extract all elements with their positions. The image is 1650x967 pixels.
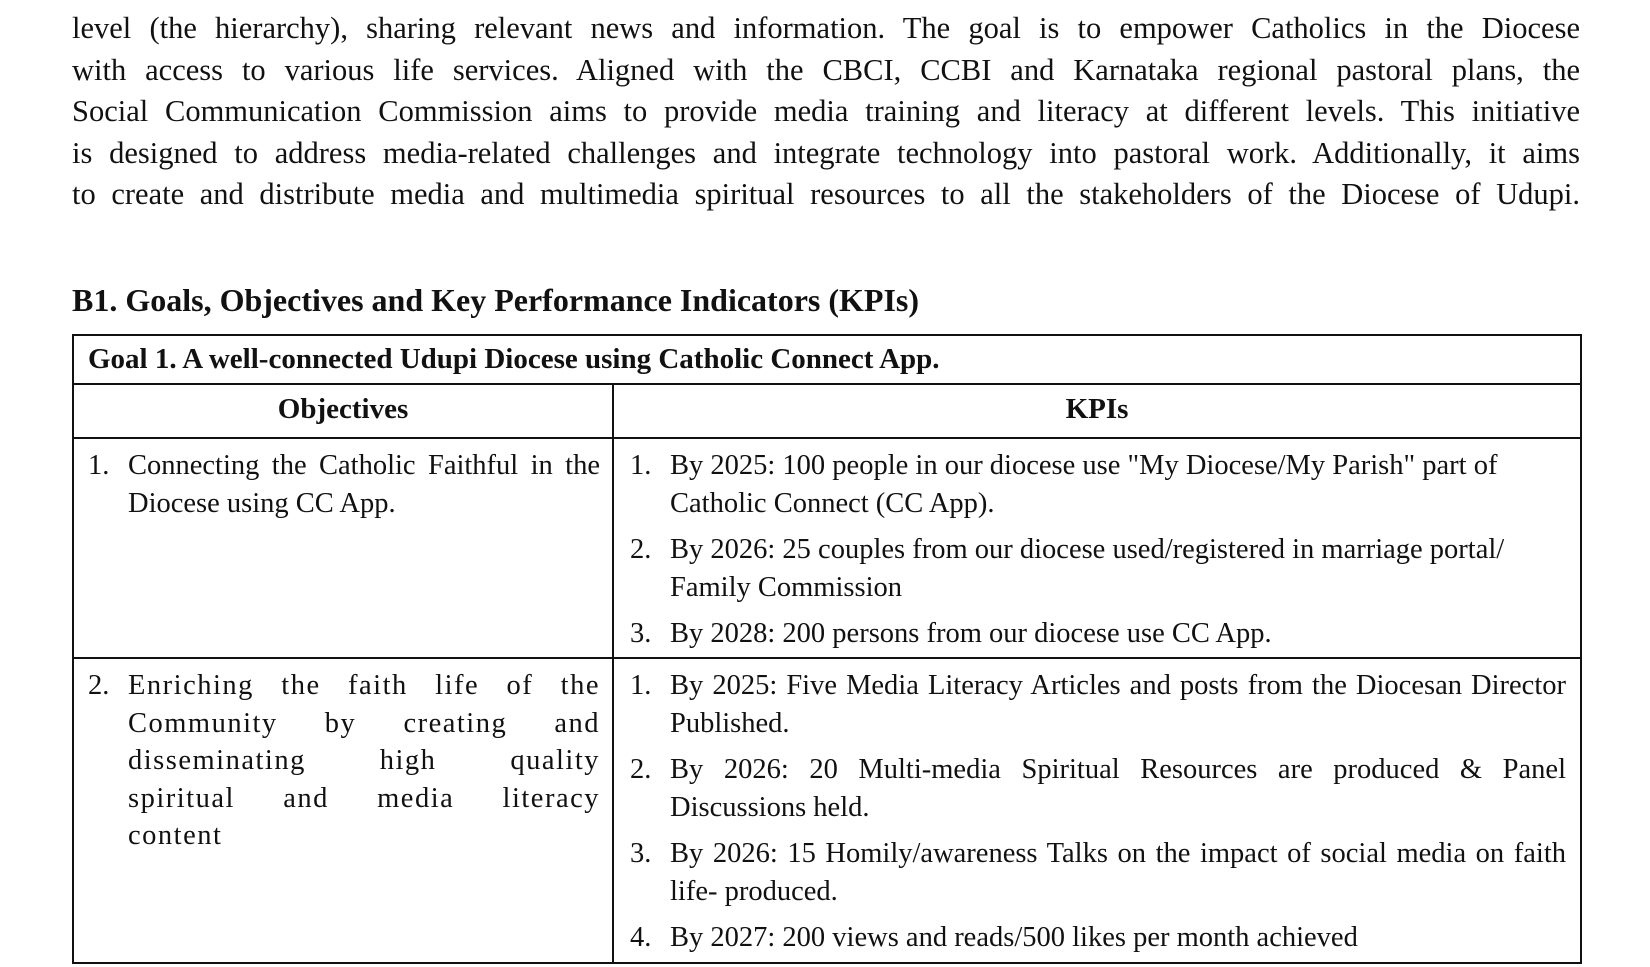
- kpi-item: [630, 751, 1566, 826]
- intro-paragraph: [72, 8, 1580, 216]
- item-number: 4.: [630, 922, 652, 953]
- objective-cell: [73, 438, 613, 658]
- item-number: 1.: [88, 450, 110, 481]
- kpi-item: [630, 531, 1566, 606]
- item-number: 1.: [630, 450, 652, 481]
- kpi-cell: [613, 438, 1581, 658]
- item-text: Enriching the faith life of the Community by creating and disseminating high quality spiritual and media literacy content: [128, 670, 600, 851]
- intro-line: level (the hierarchy), sharing relevant news and information. The goal is to empower Catholics in the Diocese: [72, 11, 1580, 45]
- item-number: 2.: [630, 754, 652, 785]
- goals-kpi-table: [72, 334, 1582, 964]
- kpi-item: [630, 835, 1566, 910]
- intro-line: to create and distribute media and multimedia spiritual resources to all the stakeholders of the Diocese of Udupi.: [72, 177, 1580, 211]
- item-text: By 2027: 200 views and reads/500 likes per month achieved: [670, 922, 1358, 953]
- kpi-item: [630, 919, 1566, 957]
- objectives-header: Objectives: [73, 384, 613, 438]
- item-text: By 2025: 100 people in our diocese use "My Diocese/My Parish" part of Catholic Connect (CC App).: [670, 450, 1498, 519]
- item-number: 2.: [630, 534, 652, 565]
- goal-title: Goal 1. A well-connected Udupi Diocese using Catholic Connect App.: [73, 335, 1581, 384]
- table-row: [73, 438, 1581, 658]
- table-row: [73, 658, 1581, 963]
- intro-line: with access to various life services. Aligned with the CBCI, CCBI and Karnataka regional pastoral plans, the: [72, 52, 1580, 87]
- item-text: Connecting the Catholic Faithful in the Diocese using CC App.: [128, 450, 600, 519]
- kpis-header: KPIs: [613, 384, 1581, 438]
- item-text: By 2028: 200 persons from our diocese use CC App.: [670, 618, 1272, 649]
- section-heading: B1. Goals, Objectives and Key Performance Indicators (KPIs): [72, 282, 919, 318]
- item-text: By 2026: 25 couples from our diocese used/registered in marriage portal/ Family Commission: [670, 534, 1505, 603]
- kpi-item: [630, 615, 1566, 653]
- kpi-item: [630, 447, 1566, 522]
- kpi-cell: [613, 658, 1581, 963]
- document-page: [72, 8, 1580, 953]
- item-number: 1.: [630, 670, 652, 701]
- item-text: By 2026: 15 Homily/awareness Talks on the impact of social media on faith life- produced.: [670, 838, 1566, 907]
- objective-item: [88, 667, 600, 855]
- item-text: By 2025: Five Media Literacy Articles and posts from the Diocesan Director Published.: [670, 670, 1566, 739]
- objective-item: [88, 447, 600, 522]
- intro-line: Social Communication Commission aims to provide media training and literacy at different levels. This initiative: [72, 94, 1580, 128]
- objective-cell: [73, 658, 613, 963]
- item-number: 2.: [88, 670, 110, 701]
- item-number: 3.: [630, 838, 652, 869]
- intro-line: is designed to address media-related challenges and integrate technology into pastoral work. Additionally, it aims: [72, 135, 1580, 170]
- kpi-item: [630, 667, 1566, 742]
- item-number: 3.: [630, 618, 652, 649]
- item-text: By 2026: 20 Multi-media Spiritual Resources are produced & Panel Discussions held.: [670, 754, 1566, 823]
